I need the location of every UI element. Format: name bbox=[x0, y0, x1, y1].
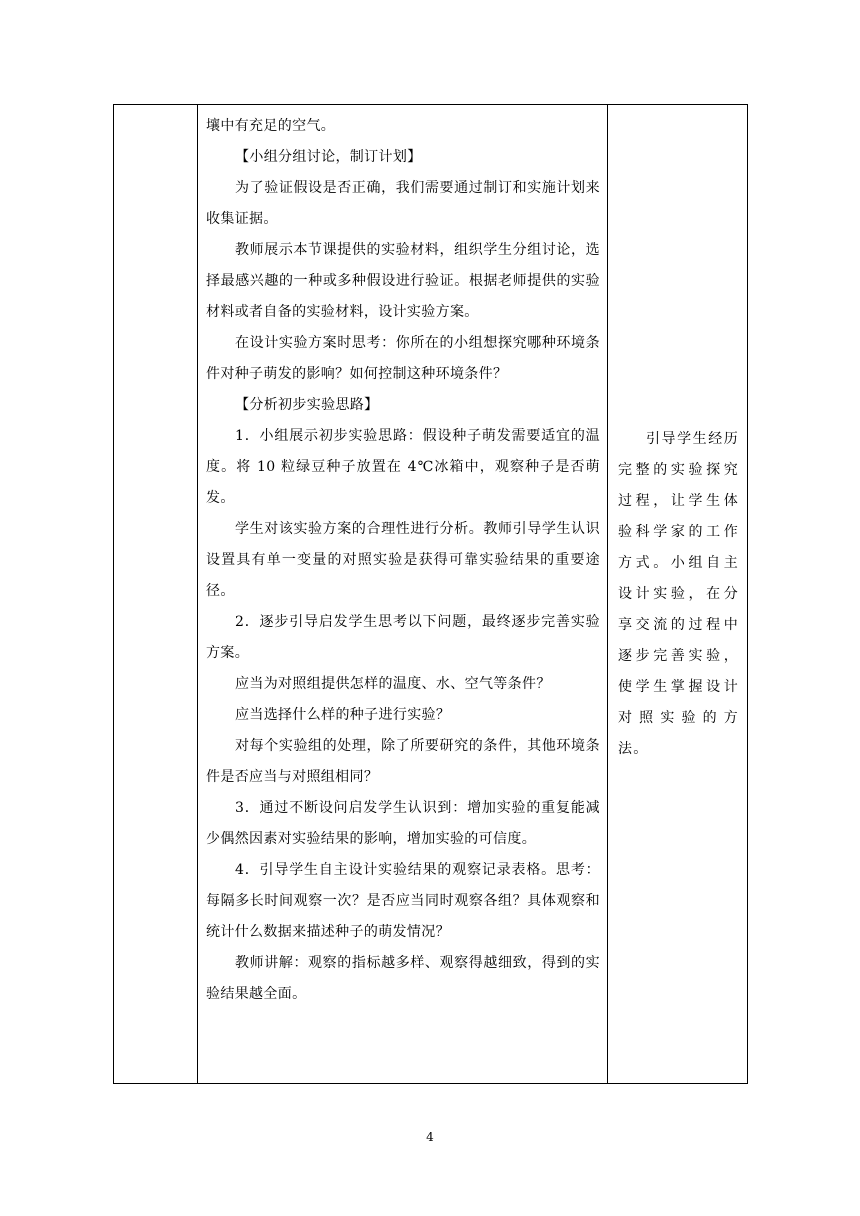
paragraph: 为了验证假设是否正确，我们需要通过制订和实施计划来收集证据。 bbox=[206, 180, 600, 227]
lesson-plan-table bbox=[113, 104, 748, 1084]
teaching-process-text bbox=[206, 111, 600, 1010]
paragraph: 【分析初步实验思路】 bbox=[235, 397, 379, 413]
design-intent-text: 引导学生经历完整的实验探究过程，让学生体验科学家的工作方式。小组自主设计实验，在分享交流的过程中逐步完善实验，使学生掌握设计对照实验的方法。 bbox=[618, 430, 739, 757]
stage-cell bbox=[114, 105, 198, 1084]
design-intent-cell bbox=[608, 105, 748, 1084]
paragraph: 【小组分组讨论，制订计划】 bbox=[235, 149, 422, 165]
paragraph: 教师讲解：观察的指标越多样、观察得越细致，得到的实验结果越全面。 bbox=[206, 955, 600, 1002]
paragraph: 对每个实验组的处理，除了所要研究的条件，其他环境条件是否应当与对照组相同？ bbox=[206, 738, 600, 785]
paragraph: 应当为对照组提供怎样的温度、水、空气等条件？ bbox=[235, 676, 551, 692]
paragraph: 壤中有充足的空气。 bbox=[206, 118, 336, 134]
teaching-process-cell bbox=[198, 105, 608, 1084]
paragraph: 教师展示本节课提供的实验材料，组织学生分组讨论，选择最感兴趣的一种或多种假设进行验证。根据老师提供的实验材料或者自备的实验材料，设计实验方案。 bbox=[206, 242, 600, 320]
paragraph: 应当选择什么样的种子进行实验？ bbox=[235, 707, 451, 723]
paragraph: 1．小组展示初步实验思路：假设种子萌发需要适宜的温度。将 10 粒绿豆种子放置在 4℃冰箱中，观察种子是否萌发。 bbox=[206, 428, 600, 506]
paragraph: 3．通过不断设问启发学生认识到：增加实验的重复能减少偶然因素对实验结果的影响，增加实验的可信度。 bbox=[206, 800, 600, 847]
table-row bbox=[114, 105, 748, 1084]
paragraph: 2．逐步引导启发学生思考以下问题，最终逐步完善实验方案。 bbox=[206, 614, 600, 661]
page-number: 4 bbox=[426, 1130, 434, 1144]
paragraph: 4．引导学生自主设计实验结果的观察记录表格。思考：每隔多长时间观察一次？是否应当同时观察各组？具体观察和统计什么数据来描述种子的萌发情况？ bbox=[206, 862, 600, 940]
paragraph: 学生对该实验方案的合理性进行分析。教师引导学生认识设置具有单一变量的对照实验是获得可靠实验结果的重要途径。 bbox=[206, 521, 600, 599]
paragraph: 在设计实验方案时思考：你所在的小组想探究哪种环境条件对种子萌发的影响？如何控制这种环境条件？ bbox=[206, 335, 600, 382]
